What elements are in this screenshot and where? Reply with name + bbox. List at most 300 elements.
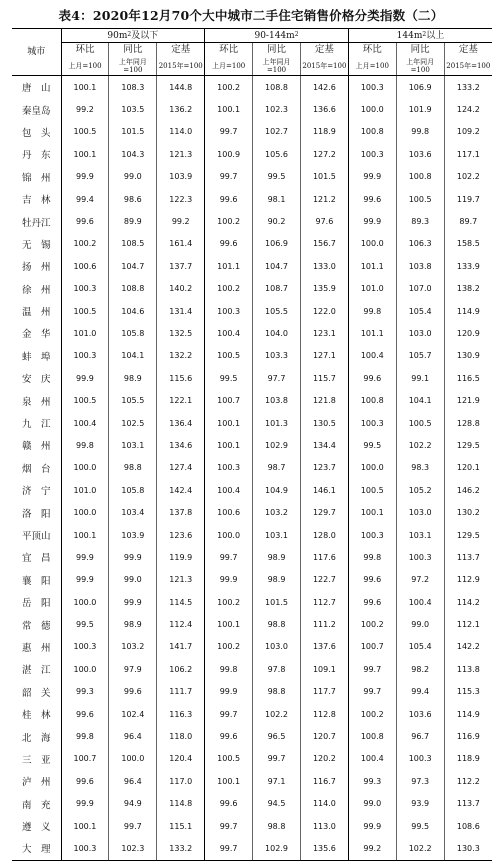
value-cell-fixed-base: 120.9 <box>444 322 492 344</box>
value-cell-mom: 100.4 <box>61 412 109 434</box>
value-cell-yoy: 98.9 <box>109 367 157 389</box>
value-cell-mom: 100.4 <box>348 748 396 770</box>
value-cell-mom: 99.9 <box>205 569 253 591</box>
value-cell-fixed-base: 129.7 <box>300 501 348 523</box>
city-cell: 唐 山 <box>21 83 51 95</box>
city-cell: 丹 东 <box>21 150 51 162</box>
value-cell-mom: 100.2 <box>348 703 396 725</box>
value-cell-mom: 99.5 <box>348 434 396 456</box>
table-row <box>12 770 492 792</box>
value-cell-mom: 100.0 <box>61 501 109 523</box>
value-cell-fixed-base: 115.6 <box>157 367 205 389</box>
value-cell-fixed-base: 119.9 <box>157 546 205 568</box>
value-cell-fixed-base: 133.0 <box>300 255 348 277</box>
value-cell-fixed-base: 161.4 <box>157 233 205 255</box>
value-cell-fixed-base: 122.3 <box>157 188 205 210</box>
value-cell-yoy: 106.9 <box>253 233 301 255</box>
value-cell-yoy: 100.3 <box>396 546 444 568</box>
value-cell-yoy: 99.8 <box>396 121 444 143</box>
value-cell-mom: 99.5 <box>61 613 109 635</box>
value-cell-yoy: 102.2 <box>253 703 301 725</box>
city-cell: 蚌 埠 <box>21 351 51 363</box>
value-cell-yoy: 98.2 <box>396 658 444 680</box>
value-cell-yoy: 99.0 <box>396 613 444 635</box>
city-cell: 常 德 <box>21 620 51 632</box>
value-cell-mom: 100.1 <box>205 412 253 434</box>
value-cell-mom: 99.8 <box>61 434 109 456</box>
value-cell-mom: 99.7 <box>205 815 253 837</box>
table-row <box>12 389 492 411</box>
value-cell-mom: 100.3 <box>61 345 109 367</box>
value-cell-fixed-base: 115.1 <box>157 815 205 837</box>
price-index-table-container <box>12 28 492 861</box>
value-cell-fixed-base: 136.2 <box>157 98 205 120</box>
value-cell-fixed-base: 112.8 <box>300 703 348 725</box>
table-row <box>12 121 492 143</box>
value-cell-mom: 100.1 <box>348 501 396 523</box>
value-cell-yoy: 100.4 <box>396 591 444 613</box>
value-cell-mom: 100.5 <box>205 345 253 367</box>
table-row <box>12 322 492 344</box>
value-cell-fixed-base: 146.1 <box>300 479 348 501</box>
value-cell-yoy: 108.8 <box>253 76 301 99</box>
value-cell-mom: 99.7 <box>205 837 253 860</box>
value-cell-yoy: 90.2 <box>253 210 301 232</box>
base-note-prev-year: 上年同月=100 <box>396 56 444 76</box>
table-row <box>12 591 492 613</box>
table-row <box>12 524 492 546</box>
value-cell-fixed-base: 116.3 <box>157 703 205 725</box>
value-cell-yoy: 101.5 <box>109 121 157 143</box>
value-cell-mom: 100.2 <box>61 233 109 255</box>
value-cell-fixed-base: 134.4 <box>300 434 348 456</box>
value-cell-mom: 100.3 <box>61 837 109 860</box>
value-cell-mom: 99.6 <box>348 591 396 613</box>
value-cell-mom: 100.5 <box>348 479 396 501</box>
table-row <box>12 255 492 277</box>
value-cell-fixed-base: 122.1 <box>157 389 205 411</box>
value-cell-fixed-base: 123.6 <box>157 524 205 546</box>
sub-header-fixed-base: 定基 <box>444 43 492 57</box>
city-cell: 温 州 <box>21 307 51 319</box>
city-cell: 大 理 <box>12 837 61 860</box>
value-cell-mom: 100.2 <box>205 76 253 99</box>
value-cell-yoy: 104.7 <box>109 255 157 277</box>
value-cell-mom: 100.6 <box>205 501 253 523</box>
value-cell-mom: 100.1 <box>205 98 253 120</box>
city-cell: 泸 州 <box>21 777 51 789</box>
value-cell-mom: 101.0 <box>348 278 396 300</box>
base-note-2015: 2015年=100 <box>157 56 205 76</box>
value-cell-fixed-base: 135.6 <box>300 837 348 860</box>
value-cell-yoy: 104.0 <box>253 322 301 344</box>
value-cell-yoy: 102.2 <box>396 837 444 860</box>
value-cell-mom: 99.0 <box>348 793 396 815</box>
value-cell-fixed-base: 101.5 <box>300 166 348 188</box>
value-cell-fixed-base: 117.6 <box>300 546 348 568</box>
value-cell-yoy: 98.9 <box>253 546 301 568</box>
value-cell-fixed-base: 137.8 <box>157 501 205 523</box>
base-note-2015: 2015年=100 <box>444 56 492 76</box>
value-cell-fixed-base: 118.9 <box>444 748 492 770</box>
base-note-prev-year: 上年同月=100 <box>109 56 157 76</box>
value-cell-yoy: 100.5 <box>396 188 444 210</box>
value-cell-mom: 100.3 <box>61 278 109 300</box>
value-cell-mom: 100.2 <box>205 636 253 658</box>
value-cell-mom: 100.1 <box>205 770 253 792</box>
sub-header-yoy: 同比 <box>396 43 444 57</box>
value-cell-yoy: 103.8 <box>396 255 444 277</box>
table-row <box>12 815 492 837</box>
base-note-prev-year: 上年同月=100 <box>253 56 301 76</box>
value-cell-yoy: 105.6 <box>253 143 301 165</box>
value-cell-fixed-base: 132.2 <box>157 345 205 367</box>
value-cell-fixed-base: 108.6 <box>444 815 492 837</box>
value-cell-fixed-base: 112.9 <box>444 569 492 591</box>
value-cell-mom: 100.6 <box>61 255 109 277</box>
value-cell-fixed-base: 114.8 <box>157 793 205 815</box>
value-cell-fixed-base: 127.4 <box>157 457 205 479</box>
value-cell-yoy: 102.9 <box>253 837 301 860</box>
value-cell-mom: 100.3 <box>61 636 109 658</box>
sub-header-mom: 环比 <box>61 43 109 57</box>
value-cell-fixed-base: 134.6 <box>157 434 205 456</box>
value-cell-mom: 99.7 <box>348 658 396 680</box>
value-cell-fixed-base: 112.1 <box>444 613 492 635</box>
value-cell-yoy: 89.3 <box>396 210 444 232</box>
value-cell-yoy: 94.9 <box>109 793 157 815</box>
value-cell-fixed-base: 120.4 <box>157 748 205 770</box>
city-cell: 遵 义 <box>21 822 51 834</box>
city-cell: 包 头 <box>21 127 51 139</box>
table-row <box>12 98 492 120</box>
value-cell-fixed-base: 113.7 <box>444 546 492 568</box>
value-cell-yoy: 102.7 <box>253 121 301 143</box>
value-cell-fixed-base: 121.3 <box>157 143 205 165</box>
city-cell: 岳 阳 <box>21 598 51 610</box>
value-cell-fixed-base: 130.9 <box>444 345 492 367</box>
value-cell-fixed-base: 114.0 <box>300 793 348 815</box>
value-cell-yoy: 105.7 <box>396 345 444 367</box>
value-cell-yoy: 104.6 <box>109 300 157 322</box>
value-cell-yoy: 99.1 <box>396 367 444 389</box>
value-cell-mom: 100.0 <box>61 457 109 479</box>
city-cell: 吉 林 <box>21 195 51 207</box>
value-cell-mom: 100.3 <box>348 76 396 99</box>
city-cell: 秦皇岛 <box>21 105 51 117</box>
city-cell: 宜 昌 <box>21 553 51 565</box>
value-cell-fixed-base: 113.8 <box>444 658 492 680</box>
table-row <box>12 636 492 658</box>
table-row <box>12 166 492 188</box>
value-cell-fixed-base: 111.2 <box>300 613 348 635</box>
value-cell-fixed-base: 114.9 <box>444 300 492 322</box>
sub-header-mom: 环比 <box>205 43 253 57</box>
table-row <box>12 300 492 322</box>
value-cell-mom: 100.2 <box>205 278 253 300</box>
city-cell: 南 充 <box>21 799 51 811</box>
sub-header-yoy: 同比 <box>253 43 301 57</box>
value-cell-mom: 99.5 <box>205 367 253 389</box>
value-cell-yoy: 99.6 <box>109 681 157 703</box>
value-cell-mom: 100.3 <box>348 524 396 546</box>
value-cell-fixed-base: 117.1 <box>444 143 492 165</box>
value-cell-yoy: 103.6 <box>396 703 444 725</box>
value-cell-yoy: 105.5 <box>253 300 301 322</box>
value-cell-fixed-base: 118.0 <box>157 725 205 747</box>
value-cell-yoy: 102.5 <box>109 412 157 434</box>
base-note-2015: 2015年=100 <box>300 56 348 76</box>
value-cell-fixed-base: 119.7 <box>444 188 492 210</box>
value-cell-mom: 99.6 <box>61 770 109 792</box>
value-cell-fixed-base: 133.9 <box>444 255 492 277</box>
value-cell-yoy: 103.3 <box>253 345 301 367</box>
value-cell-mom: 100.7 <box>205 389 253 411</box>
value-cell-fixed-base: 111.7 <box>157 681 205 703</box>
value-cell-fixed-base: 109.1 <box>300 658 348 680</box>
value-cell-fixed-base: 130.2 <box>444 501 492 523</box>
value-cell-yoy: 102.9 <box>253 434 301 456</box>
value-cell-yoy: 99.0 <box>109 166 157 188</box>
value-cell-fixed-base: 127.2 <box>300 143 348 165</box>
city-cell: 烟 台 <box>21 463 51 475</box>
city-cell: 锦 州 <box>21 172 51 184</box>
city-cell: 桂 林 <box>21 710 51 722</box>
value-cell-yoy: 99.0 <box>109 569 157 591</box>
group-header-small: $90m^2$及以下 <box>61 29 205 43</box>
city-cell: 洛 阳 <box>21 508 51 520</box>
value-cell-yoy: 98.7 <box>253 457 301 479</box>
value-cell-fixed-base: 117.7 <box>300 681 348 703</box>
value-cell-mom: 99.9 <box>61 166 109 188</box>
value-cell-yoy: 98.8 <box>253 681 301 703</box>
value-cell-yoy: 96.4 <box>109 725 157 747</box>
value-cell-mom: 100.8 <box>348 389 396 411</box>
value-cell-fixed-base: 140.2 <box>157 278 205 300</box>
value-cell-yoy: 99.9 <box>109 546 157 568</box>
value-cell-yoy: 103.1 <box>396 524 444 546</box>
value-cell-yoy: 106.9 <box>396 76 444 99</box>
value-cell-mom: 100.7 <box>61 748 109 770</box>
table-row <box>12 546 492 568</box>
value-cell-yoy: 100.0 <box>109 748 157 770</box>
city-cell: 金 华 <box>21 329 51 341</box>
city-cell: 平顶山 <box>21 531 51 542</box>
table-row <box>12 412 492 434</box>
value-cell-fixed-base: 113.7 <box>444 793 492 815</box>
value-cell-mom: 99.6 <box>205 188 253 210</box>
value-cell-fixed-base: 144.8 <box>157 76 205 99</box>
value-cell-fixed-base: 158.5 <box>444 233 492 255</box>
value-cell-yoy: 98.9 <box>253 569 301 591</box>
value-cell-yoy: 98.9 <box>109 613 157 635</box>
value-cell-mom: 100.5 <box>61 300 109 322</box>
value-cell-yoy: 100.5 <box>396 412 444 434</box>
value-cell-fixed-base: 120.2 <box>300 748 348 770</box>
value-cell-fixed-base: 114.9 <box>444 703 492 725</box>
city-cell: 济 宁 <box>21 486 51 498</box>
value-cell-fixed-base: 89.7 <box>444 210 492 232</box>
value-cell-mom: 100.0 <box>348 98 396 120</box>
value-cell-fixed-base: 120.7 <box>300 725 348 747</box>
value-cell-yoy: 101.5 <box>253 591 301 613</box>
value-cell-yoy: 103.0 <box>396 322 444 344</box>
value-cell-yoy: 103.2 <box>253 501 301 523</box>
value-cell-yoy: 97.3 <box>396 770 444 792</box>
value-cell-fixed-base: 133.2 <box>157 837 205 860</box>
value-cell-yoy: 96.5 <box>253 725 301 747</box>
value-cell-yoy: 89.9 <box>109 210 157 232</box>
value-cell-mom: 100.2 <box>348 613 396 635</box>
value-cell-fixed-base: 136.6 <box>300 98 348 120</box>
value-cell-mom: 100.3 <box>205 457 253 479</box>
value-cell-yoy: 99.9 <box>109 591 157 613</box>
value-cell-mom: 99.7 <box>205 546 253 568</box>
value-cell-yoy: 103.1 <box>253 524 301 546</box>
value-cell-yoy: 101.9 <box>396 98 444 120</box>
value-cell-fixed-base: 117.0 <box>157 770 205 792</box>
value-cell-fixed-base: 102.2 <box>444 166 492 188</box>
city-cell: 安 庆 <box>21 374 51 386</box>
value-cell-yoy: 105.8 <box>109 322 157 344</box>
value-cell-yoy: 97.8 <box>253 658 301 680</box>
value-cell-mom: 100.8 <box>348 121 396 143</box>
value-cell-mom: 99.8 <box>348 546 396 568</box>
sub-header-fixed-base: 定基 <box>300 43 348 57</box>
value-cell-yoy: 97.2 <box>396 569 444 591</box>
table-row <box>12 837 492 860</box>
value-cell-yoy: 93.9 <box>396 793 444 815</box>
table-row <box>12 793 492 815</box>
value-cell-fixed-base: 118.9 <box>300 121 348 143</box>
value-cell-fixed-base: 137.6 <box>300 636 348 658</box>
value-cell-fixed-base: 128.0 <box>300 524 348 546</box>
value-cell-mom: 99.9 <box>61 546 109 568</box>
value-cell-mom: 100.2 <box>205 210 253 232</box>
value-cell-mom: 100.1 <box>61 524 109 546</box>
value-cell-yoy: 103.4 <box>109 501 157 523</box>
value-cell-mom: 100.0 <box>61 658 109 680</box>
value-cell-mom: 99.2 <box>61 98 109 120</box>
base-note-prev-month: 上月=100 <box>61 56 109 76</box>
value-cell-mom: 99.6 <box>61 210 109 232</box>
value-cell-yoy: 105.4 <box>396 300 444 322</box>
city-cell: 泉 州 <box>21 396 51 408</box>
value-cell-fixed-base: 116.7 <box>300 770 348 792</box>
table-row <box>12 501 492 523</box>
value-cell-yoy: 108.3 <box>109 76 157 99</box>
value-cell-fixed-base: 142.2 <box>444 636 492 658</box>
value-cell-mom: 101.1 <box>205 255 253 277</box>
city-cell: 九 江 <box>21 419 51 431</box>
value-cell-yoy: 98.6 <box>109 188 157 210</box>
value-cell-yoy: 97.7 <box>253 367 301 389</box>
value-cell-fixed-base: 99.2 <box>157 210 205 232</box>
value-cell-fixed-base: 109.2 <box>444 121 492 143</box>
value-cell-yoy: 98.1 <box>253 188 301 210</box>
value-cell-yoy: 103.0 <box>253 636 301 658</box>
value-cell-mom: 99.9 <box>348 815 396 837</box>
value-cell-mom: 100.1 <box>61 815 109 837</box>
value-cell-mom: 100.0 <box>205 524 253 546</box>
value-cell-fixed-base: 112.7 <box>300 591 348 613</box>
city-cell: 徐 州 <box>21 284 51 296</box>
value-cell-yoy: 103.6 <box>396 143 444 165</box>
value-cell-yoy: 103.5 <box>109 98 157 120</box>
base-note-prev-month: 上月=100 <box>205 56 253 76</box>
sub-header-mom: 环比 <box>348 43 396 57</box>
value-cell-fixed-base: 97.6 <box>300 210 348 232</box>
value-cell-fixed-base: 137.7 <box>157 255 205 277</box>
table-row <box>12 748 492 770</box>
value-cell-mom: 99.9 <box>348 166 396 188</box>
value-cell-yoy: 96.4 <box>109 770 157 792</box>
value-cell-yoy: 103.8 <box>253 389 301 411</box>
value-cell-mom: 100.0 <box>348 233 396 255</box>
table-title: 表4：2020年12月70个大中城市二手住宅销售价格分类指数（二） <box>58 8 444 23</box>
value-cell-yoy: 102.3 <box>109 837 157 860</box>
value-cell-mom: 100.2 <box>205 591 253 613</box>
value-cell-yoy: 99.5 <box>396 815 444 837</box>
value-cell-yoy: 104.1 <box>396 389 444 411</box>
value-cell-fixed-base: 136.4 <box>157 412 205 434</box>
value-cell-yoy: 98.3 <box>396 457 444 479</box>
value-cell-mom: 100.8 <box>348 725 396 747</box>
value-cell-fixed-base: 129.5 <box>444 524 492 546</box>
value-cell-mom: 100.5 <box>61 389 109 411</box>
value-cell-fixed-base: 115.7 <box>300 367 348 389</box>
value-cell-mom: 100.3 <box>348 412 396 434</box>
value-cell-mom: 99.9 <box>205 681 253 703</box>
value-cell-mom: 99.9 <box>348 210 396 232</box>
table-row <box>12 345 492 367</box>
value-cell-fixed-base: 115.3 <box>444 681 492 703</box>
value-cell-fixed-base: 121.2 <box>300 188 348 210</box>
city-cell: 韶 关 <box>21 687 51 699</box>
value-cell-mom: 101.1 <box>348 322 396 344</box>
city-cell: 牡丹江 <box>21 217 51 229</box>
value-cell-yoy: 100.3 <box>396 748 444 770</box>
value-cell-yoy: 104.9 <box>253 479 301 501</box>
city-cell: 无 锡 <box>21 239 51 251</box>
value-cell-fixed-base: 120.1 <box>444 457 492 479</box>
value-cell-yoy: 104.7 <box>253 255 301 277</box>
value-cell-yoy: 103.1 <box>109 434 157 456</box>
value-cell-mom: 100.1 <box>205 613 253 635</box>
value-cell-mom: 100.3 <box>348 143 396 165</box>
value-cell-fixed-base: 138.2 <box>444 278 492 300</box>
value-cell-yoy: 101.3 <box>253 412 301 434</box>
value-cell-mom: 99.7 <box>348 681 396 703</box>
value-cell-yoy: 102.4 <box>109 703 157 725</box>
value-cell-fixed-base: 141.7 <box>157 636 205 658</box>
value-cell-yoy: 99.4 <box>396 681 444 703</box>
table-row <box>12 434 492 456</box>
value-cell-mom: 99.7 <box>205 703 253 725</box>
sub-header-yoy: 同比 <box>109 43 157 57</box>
city-column-header: 城市 <box>12 29 61 76</box>
value-cell-yoy: 94.5 <box>253 793 301 815</box>
value-cell-mom: 100.3 <box>205 300 253 322</box>
value-cell-fixed-base: 116.9 <box>444 725 492 747</box>
value-cell-fixed-base: 103.9 <box>157 166 205 188</box>
value-cell-yoy: 96.7 <box>396 725 444 747</box>
value-cell-mom: 99.9 <box>61 793 109 815</box>
value-cell-mom: 99.6 <box>61 703 109 725</box>
value-cell-fixed-base: 156.7 <box>300 233 348 255</box>
table-row <box>12 703 492 725</box>
value-cell-mom: 100.4 <box>348 345 396 367</box>
